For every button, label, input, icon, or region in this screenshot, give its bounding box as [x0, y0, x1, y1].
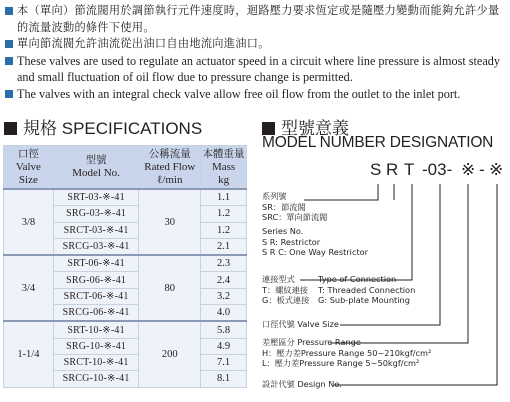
valve-size-cell: 1-1/4: [4, 321, 54, 387]
designation-heading-en: MODEL NUMBER DESIGNATION: [262, 134, 494, 151]
bullet-square-icon: [5, 90, 13, 98]
mass-cell: 7.1: [201, 354, 247, 370]
flow-cell: 200: [139, 321, 201, 387]
mass-cell: 3.2: [201, 288, 247, 304]
specs-title-cn: 規格: [23, 119, 57, 139]
model-cell: SRCG-10-※-41: [53, 371, 139, 387]
model-cell: SRT-10-※-41: [53, 321, 139, 338]
intro-bullet: [4, 53, 508, 86]
series-cn: 系列號 SR：節流閥 SRC：單向節流閥: [262, 191, 328, 222]
model-cell: SRT-03-※-41: [53, 189, 139, 206]
header-model-no: 型號 Model No.: [53, 146, 139, 190]
model-cell: SRCT-10-※-41: [53, 354, 139, 370]
intro-bullet: [4, 86, 508, 103]
intro-text: The valves with an integral check valve allow free oil flow from the outlet to the inlet port.: [17, 86, 461, 101]
model-cell: SRCG-03-※-41: [53, 238, 139, 255]
intro-bullet: [4, 36, 508, 53]
mass-cell: 2.1: [201, 238, 247, 255]
model-cell: SRCT-03-※-41: [53, 222, 139, 238]
model-code: S: [370, 160, 382, 179]
model-code: R: [386, 160, 399, 179]
model-cell: SRG-03-※-41: [53, 206, 139, 222]
mass-cell: 4.0: [201, 305, 247, 322]
valve-size-cell: 3/4: [4, 255, 54, 321]
connection-en: Type of Connection T: Threaded Connection G: Sub-plate Mounting: [318, 274, 416, 305]
pressure-range: 差壓區分 Pressure Range H：壓力差Pressure Range 50~210kgf/cm² L：壓力差Pressure Range 5~50kgf/cm²: [262, 337, 432, 368]
specs-title-en: SPECIFICATIONS: [61, 119, 203, 138]
table-row: [4, 189, 247, 206]
mass-cell: 2.3: [201, 255, 247, 272]
intro-text: 單向節流閥允許油流從出油口自由地流向進油口。: [17, 37, 270, 50]
mass-cell: 2.4: [201, 272, 247, 288]
mass-cell: 8.1: [201, 371, 247, 387]
model-cell: SRT-06-※-41: [53, 255, 139, 272]
table-row: [4, 321, 247, 338]
model-cell: SRCG-06-※-41: [53, 305, 139, 322]
mass-cell: 1.2: [201, 206, 247, 222]
header-mass: 本體重量 Mass kg: [201, 146, 247, 190]
model-code: ※: [461, 160, 476, 179]
model-cell: SRG-10-※-41: [53, 338, 139, 354]
mass-cell: 1.1: [201, 189, 247, 206]
model-cell: SRCT-06-※-41: [53, 288, 139, 304]
valve-size-cell: 3/8: [4, 189, 54, 255]
flow-cell: 80: [139, 255, 201, 321]
spec-header-row: [4, 146, 247, 190]
model-code: T: [404, 160, 415, 179]
series-en: Series No. S R: Restrictor S R C: One Way Restrictor: [262, 226, 369, 257]
design-no-label: 設計代號 Design No.: [262, 379, 342, 389]
flow-cell: 30: [139, 189, 201, 255]
model-code: -03-: [422, 160, 453, 179]
bullet-square-icon: [5, 7, 13, 15]
valve-size-label: 口徑代號 Valve Size: [262, 319, 339, 329]
intro-text: 本（單向）節流閥用於調節執行元件速度時，迴路壓力要求恆定或是隨壓力變動而能夠允許少量的流量波動的條件下使用。: [17, 4, 500, 34]
model-code: -: [479, 160, 485, 179]
header-valve-size: 口徑 Valve Size: [4, 146, 54, 190]
intro-section: [4, 3, 508, 102]
model-code: ※: [489, 160, 504, 179]
specs-heading: [4, 114, 202, 139]
intro-bullet: [4, 3, 508, 36]
mass-cell: 4.9: [201, 338, 247, 354]
model-cell: SRG-06-※-41: [53, 272, 139, 288]
leader-pressure: [330, 184, 468, 343]
table-row: [4, 255, 247, 272]
designation-title-cn: 型號意義: [281, 119, 349, 139]
heading-square-icon: [4, 122, 17, 135]
bullet-square-icon: [5, 57, 13, 65]
connection-cn: 連接型式 T：螺紋連接 G：板式連接: [262, 274, 310, 305]
intro-text: These valves are used to regulate an actuator speed in a circuit where line pressure is almost steady and small fluctuation of oil flow due to pressure change is permitted.: [17, 53, 500, 84]
header-rated-flow: 公稱流量 Rated Flow ℓ/min: [139, 146, 201, 190]
spec-table: [3, 145, 247, 388]
bullet-square-icon: [5, 40, 13, 48]
mass-cell: 5.8: [201, 321, 247, 338]
mass-cell: 1.2: [201, 222, 247, 238]
